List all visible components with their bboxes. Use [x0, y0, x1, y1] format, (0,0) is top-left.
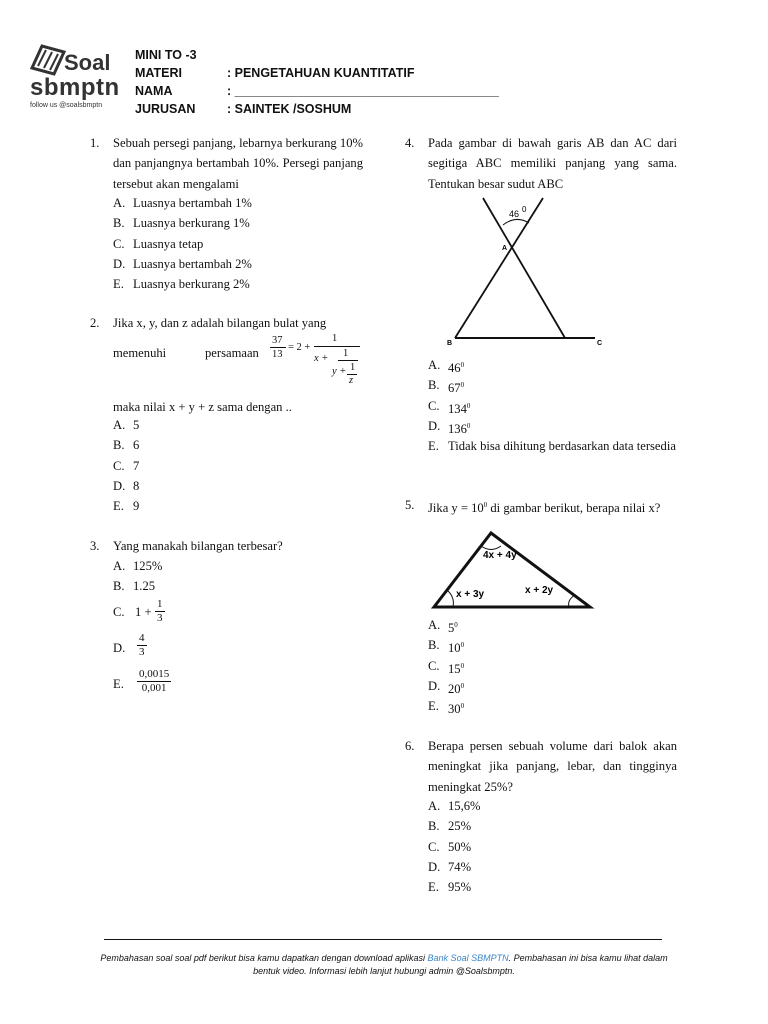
question-1: 1. Sebuah persegi panjang, lebarnya berkurang 10% dan panjangnya bertambah 10%. Persegi panjang tersebut akan mengalami A. Luasnya bertambah 1% B. Luasnya berkurang 1% C. Luasnya tetap D. Luasnya bertambah 2% E. Luasnya berkurang 2%: [90, 133, 365, 293]
logo-soal: Soal: [64, 50, 111, 75]
question-5: 5. Jika $y = 10^0$ di gambar berikut, berapa nilai x? 4x + 4y x + 3y x + 2y A. $5^0$ B. $10^0$ C. $15^0$ D. $20^0$ E. $30^0$: [405, 495, 677, 720]
line-ac-extended: [483, 198, 565, 338]
question-6: 6. Berapa persen sebuah volume dari balok akan meningkat jika panjang, lebar, dan tingginya meningkat 25%? A. 15,6% B. 25% C. 50% D. 74% E. 95%: [405, 736, 677, 901]
question-number: 4.: [405, 136, 415, 150]
footer-divider: [104, 939, 662, 940]
question-3: [90, 536, 365, 706]
angle-arc: [503, 219, 529, 225]
vertex-b-label: B: [447, 340, 453, 347]
option-c[interactable]: C. 1 + $\frac{1}{3}$: [113, 598, 163, 624]
question-text: Jika x, y, dan z adalah bilangan bulat yang: [113, 316, 327, 330]
top-angle-arc: [481, 546, 501, 550]
question-text-persamaan: persamaan: [205, 346, 259, 360]
logo-follow: follow us @soalsbmptn: [30, 102, 103, 109]
continued-fraction-equation: 37 13 = 2 + 1 x + 1 y + 1 z: [270, 333, 365, 395]
option-list: A. 125% B. 1.25 C. 1 + $\frac{1}{3}$ D. $\frac{4}{3}$ E. $\frac{0,0015}{0,001}$: [113, 556, 313, 706]
header-jurusan-value: : SAINTEK /SOSHUM: [227, 102, 352, 116]
vertex-c-label: C: [597, 340, 603, 347]
question-text: Yang manakah bilangan terbesar?: [113, 539, 283, 553]
line-ab-extended: [455, 198, 543, 338]
question-number: 1.: [90, 136, 100, 150]
top-angle-label: 4x + 4y: [483, 550, 517, 561]
fraction: $\frac{1}{3}$: [157, 598, 163, 624]
header-nama-value: : ______________________________________: [227, 84, 499, 98]
angle-label: 46: [509, 209, 520, 219]
question-number: 5.: [405, 498, 415, 512]
header-nama-label: NAMA: [135, 84, 173, 98]
option-d[interactable]: D. $\frac{4}{3}$: [113, 632, 145, 658]
question-text: Berapa persen sebuah volume dari balok akan meningkat jika panjang, lebar, dan tingginya meningkat 25%?: [428, 739, 677, 794]
triangle-angles-figure: [431, 525, 595, 611]
question-text-memenuhi: memenuhi: [113, 346, 167, 360]
header-materi-label: MATERI: [135, 66, 182, 80]
book-icon: [28, 42, 68, 76]
question-number: 6.: [405, 739, 415, 753]
app-link[interactable]: Bank Soal SBMPTN: [427, 953, 509, 963]
question-number: 2.: [90, 316, 100, 330]
logo: [24, 40, 124, 112]
vertex-a-label: A: [502, 245, 508, 252]
question-text: Pada gambar di bawah garis AB dan AC dari segitiga ABC memiliki panjang yang sama. Tentukan besar sudut ABC: [428, 136, 677, 191]
question-4: 4. Pada gambar di bawah garis AB dan AC dari segitiga ABC memiliki panjang yang sama. Tentukan besar sudut ABC 46 0 A B C A. $46^0$ B. $67^0$ C. $134^0$ D. $136^0$ E. Tidak bisa dihitung berdasarkan data tersedia: [405, 133, 677, 478]
fraction: $\frac{4}{3}$: [139, 632, 145, 658]
option-e[interactable]: E. Tidak bisa dihitung berdasarkan data tersedia: [428, 439, 676, 453]
footer-note: Pembahasan soal soal pdf berikut bisa kamu dapatkan dengan download aplikasi Bank Soal SBMPTN. Pembahasan ini bisa kamu lihat dalam bentuk video. Informasi lebih lanjut hubungi admin @Soalsbmptn.: [100, 953, 668, 976]
header-materi-value: : PENGETAHUAN KUANTITATIF: [227, 66, 415, 80]
logo-sbmptn: sbmptn: [30, 74, 120, 101]
question-text: Sebuah persegi panjang, lebarnya berkurang 10% dan panjangnya bertambah 10%. Persegi panjang tersebut akan mengalami: [113, 136, 363, 191]
degree-label: 0: [522, 205, 527, 214]
left-angle-arc: [447, 590, 453, 607]
header-jurusan-label: JURUSAN: [135, 102, 196, 116]
option-e[interactable]: E. $\frac{0,0015}{0,001}$: [113, 668, 170, 694]
question-2: 2. Jika x, y, dan z adalah bilangan bulat yang memenuhi persamaan 37 13 = 2 + 1 x + 1 y + 1 z maka nilai x + y + z sama dengan .. A. 5 B. 6 C. 7 D. 8 E. 9: [90, 313, 365, 523]
triangle-abc-figure: [445, 195, 615, 355]
header-title: MINI TO -3: [135, 48, 197, 62]
fraction: $\frac{0,0015}{0,001}$: [139, 668, 170, 694]
left-angle-label: x + 3y: [456, 589, 485, 600]
right-angle-label: x + 2y: [525, 585, 554, 596]
question-number: 3.: [90, 539, 100, 553]
question-text-continued: maka nilai x + y + z sama dengan ..: [113, 400, 292, 414]
question-text: Jika $y = 10^0$ di gambar berikut, berapa nilai x?: [428, 501, 661, 516]
